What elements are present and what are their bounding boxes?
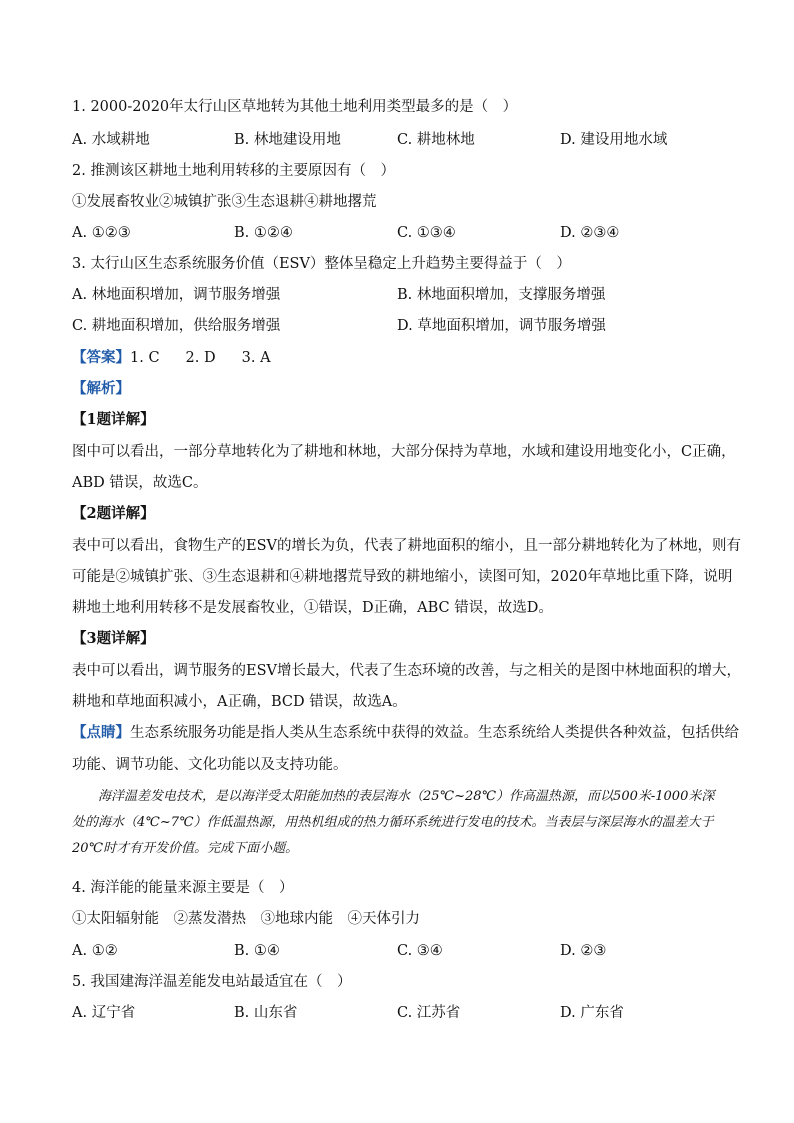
detail-3-line-2: 耕地和草地面积减小，A正确，BCD 错误，故选A。 [72,694,407,710]
tip-line-2: 功能、调节功能、文化功能以及支持功能。 [72,757,348,773]
question-5-stem: 5. 我国建海洋温差能发电站最适宜在（ ） [72,974,352,990]
answer-tag: 【答案】 [72,349,130,366]
question-3-stem: 3. 太行山区生态系统服务价值（ESV）整体呈稳定上升趋势主要得益于（ ） [72,256,571,272]
q5-option-d: D. 广东省 [560,1005,624,1021]
detail-3-line-1: 表中可以看出，调节服务的ESV增长最大，代表了生态环境的改善，与之相关的是图中林地面积的增大， [72,663,741,679]
detail-3-title: 【3题详解】 [72,630,155,647]
detail-2-line-2: 可能是②城镇扩张、③生态退耕和④耕地撂荒导致的耕地缩小，读图可知，2020年草地比重下降，说明 [72,569,733,585]
q4-option-c: C. ③④ [397,943,443,959]
q5-option-b: B. 山东省 [234,1005,298,1021]
q1-option-c: C. 耕地林地 [397,132,475,148]
question-4-stem: 4. 海洋能的能量来源主要是（ ） [72,880,294,896]
q1-option-b: B. 林地建设用地 [234,132,341,148]
answer-2: 2. D [185,350,216,366]
answer-1: 1. C [130,350,160,366]
q3-option-d: D. 草地面积增加，调节服务增强 [397,318,606,334]
detail-1-line-1: 图中可以看出，一部分草地转化为了耕地和林地，大部分保持为草地，水域和建设用地变化小，C正确， [72,444,736,460]
answer-3: 3. A [241,350,271,366]
q4-option-a: A. ①② [72,943,118,959]
answer-line [72,348,271,368]
detail-2-title: 【2题详解】 [72,505,155,522]
q3-option-a: A. 林地面积增加，调节服务增强 [72,287,281,303]
detail-1-title: 【1题详解】 [72,411,155,428]
q2-option-c: C. ①③④ [397,225,456,241]
detail-1-line-2: ABD 错误，故选C。 [72,475,208,491]
question-2-stem: 2. 推测该区耕地土地利用转移的主要原因有（ ） [72,163,395,179]
analysis-tag: 【解析】 [72,380,130,397]
q5-option-a: A. 辽宁省 [72,1005,136,1021]
q3-option-b: B. 林地面积增加，支撑服务增强 [397,287,606,303]
question-2-items: ①发展畜牧业②城镇扩张③生态退耕④耕地撂荒 [72,194,377,210]
q4-option-b: B. ①④ [234,943,280,959]
q5-option-c: C. 江苏省 [397,1005,461,1021]
question-1-stem: 1. 2000-2020年太行山区草地转为其他土地利用类型最多的是（ ） [72,99,518,115]
detail-2-line-3: 耕地土地利用转移不是发展畜牧业，①错误，D正确，ABC 错误，故选D。 [72,600,553,616]
q2-option-d: D. ②③④ [560,225,620,241]
tip-tag: 【点睛】 [72,724,130,741]
q4-option-d: D. ②③ [560,943,607,959]
q1-option-d: D. 建设用地水域 [560,132,668,148]
tip-line-1 [72,723,739,743]
detail-2-line-1: 表中可以看出，食物生产的ESV的增长为负，代表了耕地面积的缩小，且一部分耕地转化为了林地，则有 [72,538,741,554]
q2-option-b: B. ①②④ [234,225,293,241]
reading-passage: 海洋温差发电技术，是以海洋受太阳能加热的表层海水（25℃~28℃）作高温热源，而以500米-1000米深处的海水（4℃~7℃）作低温热源，用热机组成的热力循环系统进行发电的技术。当表层与深层海水的温差大于20℃时才有开发价值。完成下面小题。 [72,789,715,856]
question-4-items: ①太阳辐射能 ②蒸发潜热 ③地球内能 ④天体引力 [72,911,420,927]
q2-option-a: A. ①②③ [72,225,131,241]
tip-text-1: 生态系统服务功能是指人类从生态系统中获得的效益。生态系统给人类提供各种效益，包括供给 [130,725,739,741]
q3-option-c: C. 耕地面积增加，供给服务增强 [72,318,281,334]
q1-option-a: A. 水域耕地 [72,132,150,148]
